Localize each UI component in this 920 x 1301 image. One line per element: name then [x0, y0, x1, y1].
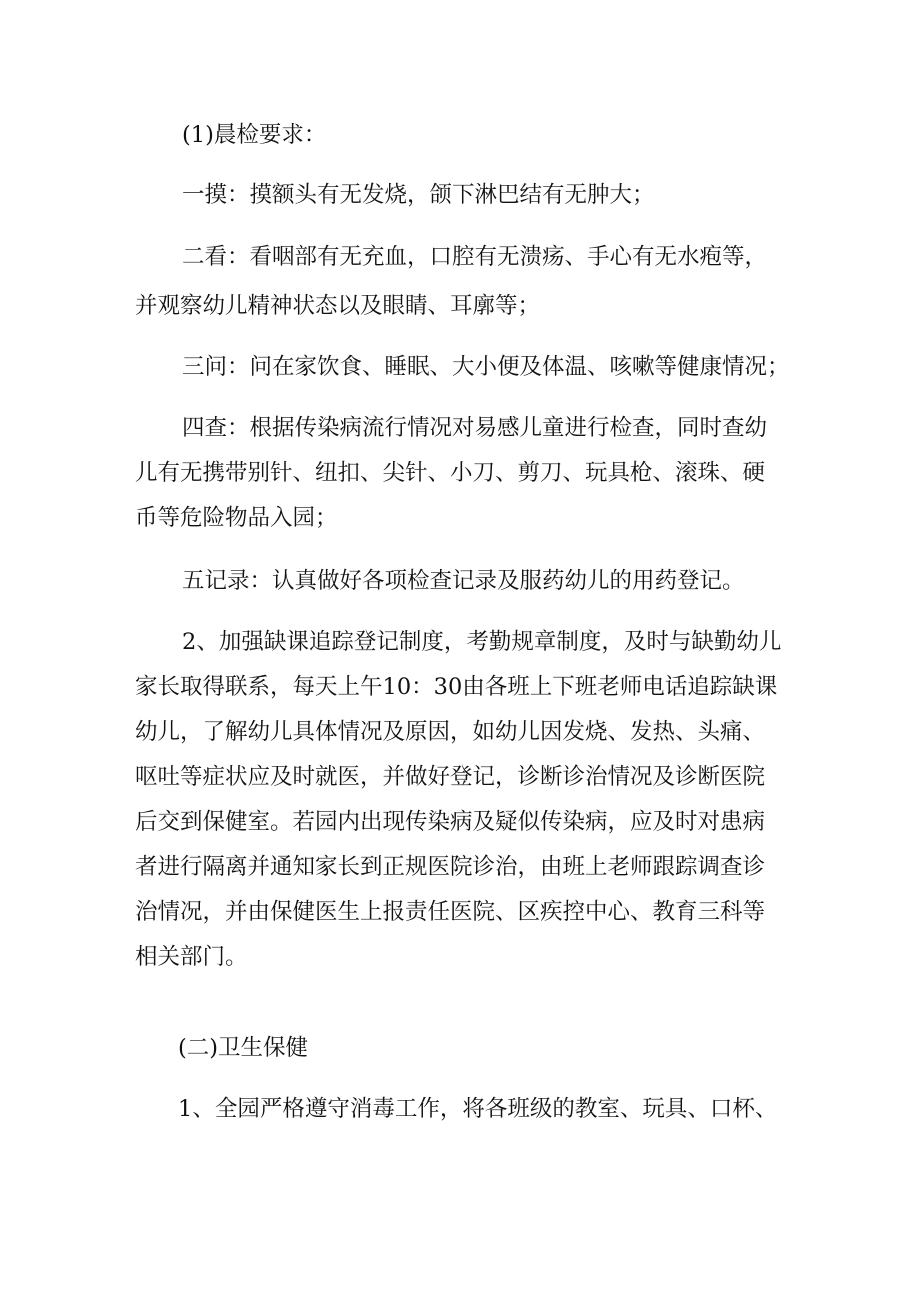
paragraph-touch: 一摸：摸额头有无发烧，颌下淋巴结有无肿大； — [182, 182, 655, 208]
paragraph-look-line-2: 并观察幼儿精神状态以及眼睛、耳廓等； — [135, 293, 541, 319]
paragraph-absence-line-1: 2、加强缺课追踪登记制度，考勤规章制度，及时与缺勤幼儿 — [182, 629, 782, 655]
paragraph-absence-line-4: 呕吐等症状应及时就医，并做好登记，诊断诊治情况及诊断医院 — [135, 764, 766, 790]
paragraph-ask: 三问：问在家饮食、睡眠、大小便及体温、咳嗽等健康情况； — [182, 354, 790, 380]
paragraph-absence-line-6: 者进行隔离并通知家长到正规医院诊治，由班上老师跟踪调查诊 — [135, 854, 766, 880]
paragraph-look-line-1: 二看：看咽部有无充血，口腔有无溃疡、手心有无水疱等， — [182, 244, 768, 270]
paragraph-check-line-1: 四查：根据传染病流行情况对易感儿童进行检查，同时查幼 — [182, 415, 768, 441]
paragraph-check-line-2: 儿有无携带别针、纽扣、尖针、小刀、剪刀、玩具枪、滚珠、硬 — [135, 460, 766, 486]
paragraph-record: 五记录：认真做好各项检查记录及服药幼儿的用药登记。 — [182, 568, 745, 594]
heading-morning-check: (1)晨检要求： — [182, 122, 327, 148]
paragraph-absence-line-3: 幼儿，了解幼儿具体情况及原因，如幼儿因发烧、发热、头痛、 — [135, 719, 766, 745]
paragraph-check-line-3: 币等危险物品入园； — [135, 505, 338, 531]
paragraph-absence-line-8: 相关部门。 — [135, 944, 248, 970]
paragraph-absence-line-5: 后交到保健室。若园内出现传染病及疑似传染病，应及时对患病 — [135, 809, 766, 835]
paragraph-absence-line-2: 家长取得联系，每天上午10：30由各班上下班老师电话追踪缺课 — [135, 674, 778, 700]
paragraph-absence-line-7: 治情况，并由保健医生上报责任医院、区疾控中心、教育三科等 — [135, 899, 766, 925]
heading-hygiene-care: (二)卫生保健 — [178, 1035, 309, 1061]
paragraph-disinfection-line-1: 1、全园严格遵守消毒工作，将各班级的教室、玩具、口杯、 — [178, 1096, 778, 1122]
